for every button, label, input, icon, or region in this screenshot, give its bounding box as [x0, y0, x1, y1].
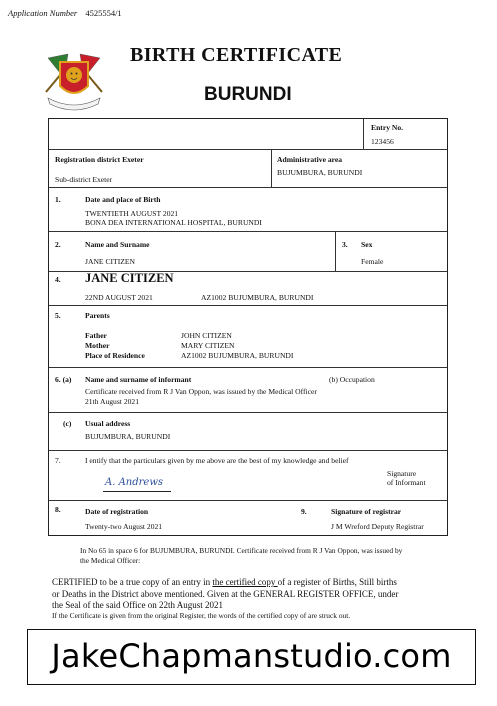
row6c-number: (c): [63, 419, 72, 428]
row4-number: 4.: [55, 275, 61, 284]
row8-number: 8.: [55, 505, 61, 514]
birth-place: BONA DEA INTERNATIONAL HOSPITAL, BURUNDI: [85, 218, 262, 227]
certified-post: of a register of Births, Still births: [277, 577, 397, 587]
note-line-2: the Medical Officer:: [80, 556, 141, 565]
row6-number: 6. (a): [55, 375, 72, 384]
informant-detail: Certificate received from R J Van Oppon, was issued by the Medical Officer: [85, 387, 317, 396]
sex-value: Female: [361, 257, 384, 266]
application-number-value: 4525554/1: [85, 8, 122, 18]
signature-line: [103, 491, 171, 492]
registration-date-value: Twenty-two August 2021: [85, 522, 163, 531]
row9-number: 9.: [301, 507, 307, 516]
row5-number: 5.: [55, 311, 61, 320]
certified-copy-link: the certified copy: [212, 577, 278, 587]
birth-date-place-label: Date and place of Birth: [85, 195, 161, 204]
row3-number: 3.: [342, 240, 348, 249]
certified-line-1: [52, 577, 397, 587]
burundi-emblem-icon: [38, 48, 110, 118]
residence-label: Place of Residence: [85, 351, 145, 360]
usual-address-label: Usual address: [85, 419, 131, 428]
name-surname-label: Name and Surname: [85, 240, 150, 249]
sub-district: Sub-district Exeter: [55, 175, 113, 184]
row7-number: 7.: [55, 456, 61, 465]
registrar-signature-label: Signature of registrar: [331, 507, 402, 516]
signature-label: Signature: [387, 469, 417, 478]
informant-date: 21th August 2021: [85, 397, 140, 406]
informant-signature: A. Andrews: [105, 477, 164, 488]
entry-value: 123456: [371, 137, 394, 146]
parents-label: Parents: [85, 311, 110, 320]
registration-place-line: AZ1002 BUJUMBURA, BURUNDI: [201, 293, 314, 302]
usual-address-value: BUJUMBURA, BURUNDI: [85, 432, 171, 441]
registrar-name: J M Wreford Deputy Registrar: [331, 522, 424, 531]
certificate-form: [48, 118, 448, 536]
child-name: JANE CITIZEN: [85, 271, 174, 285]
watermark-banner: JakeChapmanstudio.com: [27, 629, 476, 685]
registration-district: Registration district Exeter: [55, 155, 144, 164]
father-label: Father: [85, 331, 107, 340]
birth-date: TWENTIETH AUGUST 2021: [85, 209, 179, 218]
country-name: BURUNDI: [204, 84, 292, 105]
declaration-text: I entify that the particulars given by me above are the best of my knowledge and belief: [85, 456, 349, 465]
entry-label: Entry No.: [371, 123, 404, 132]
row2-number: 2.: [55, 240, 61, 249]
residence-value: AZ1002 BUJUMBURA, BURUNDI: [181, 351, 294, 360]
certified-line-2: or Deaths in the District above mentioned. Given at the GENERAL REGISTER OFFICE, under: [52, 589, 399, 599]
mother-value: MARY CITIZEN: [181, 341, 235, 350]
registration-date-label: Date of registration: [85, 507, 149, 516]
certified-line-3: the Seal of the said Office on 22th August 2021: [52, 600, 224, 610]
certified-pre: CERTIFIED to be a true copy of an entry in: [52, 577, 213, 587]
registration-date-line: 22ND AUGUST 2021: [85, 293, 153, 302]
application-number: [8, 8, 122, 18]
informant-label-small: of Informant: [387, 478, 426, 487]
certificate-title: BIRTH CERTIFICATE: [130, 44, 343, 66]
mother-label: Mother: [85, 341, 110, 350]
note-line-1: In No 65 in space 6 for BUJUMBURA, BURUNDI. Certificate received from R J Van Oppon, was issued by: [80, 546, 403, 555]
row1-number: 1.: [55, 195, 61, 204]
admin-area-value: BUJUMBURA, BURUNDI: [277, 168, 363, 177]
admin-area-label: Administrative area: [277, 155, 343, 164]
informant-label: Name and surname of informant: [85, 375, 192, 384]
father-value: JOHN CITIZEN: [181, 331, 232, 340]
small-print: If the Certificate is given from the original Register, the words of the certified copy of are struck out.: [52, 611, 351, 620]
occupation-label: (b) Occupation: [329, 375, 375, 384]
application-number-label: Application Number: [8, 8, 78, 18]
name-surname-value: JANE CITIZEN: [85, 257, 135, 266]
sex-label: Sex: [361, 240, 373, 249]
